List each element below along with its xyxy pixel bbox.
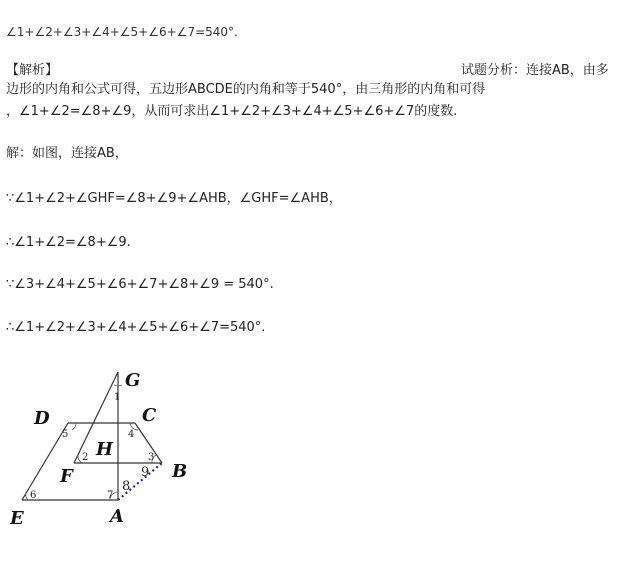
angle-label-8: 8 xyxy=(122,479,131,494)
point-label-B: B xyxy=(172,461,188,482)
angle-label-6: 6 xyxy=(30,490,37,501)
point-label-H: H xyxy=(96,439,114,460)
analysis-line-3: ，∠1+∠2=∠8+∠9，从而可求出∠1+∠2+∠3+∠4+∠5+∠6+∠7的度数. xyxy=(6,104,458,119)
solution-step-2: ∴∠1+∠2=∠8+∠9. xyxy=(6,235,131,250)
angle-label-7: 7 xyxy=(107,490,114,501)
analysis-right-text: 试题分析：连接AB，由多 xyxy=(461,63,609,78)
angle-label-4: 4 xyxy=(128,429,135,440)
angle-label-5: 5 xyxy=(62,429,69,440)
angle-label-1: 1 xyxy=(114,392,121,403)
angle-label-3: 3 xyxy=(148,452,155,463)
analysis-line-2: 边形的内角和公式可得，五边形ABCDE的内角和等于540°，由三角形的内角和可得 xyxy=(6,82,486,97)
point-label-D: D xyxy=(34,408,50,429)
point-label-A: A xyxy=(110,506,124,527)
solution-step-3: ∵∠3+∠4+∠5+∠6+∠7+∠8+∠9 = 540°. xyxy=(6,277,274,292)
solution-step-1: ∵∠1+∠2+∠GHF=∠8+∠9+∠AHB，∠GHF=∠AHB， xyxy=(6,191,342,206)
point-label-C: C xyxy=(142,405,157,426)
solution-intro: 解：如图，连接AB， xyxy=(6,146,128,161)
solution-step-4: ∴∠1+∠2+∠3+∠4+∠5+∠6+∠7=540°. xyxy=(6,320,266,335)
angle-label-2: 2 xyxy=(82,452,89,463)
point-label-F: F xyxy=(60,466,73,487)
point-label-E: E xyxy=(10,508,24,529)
angle-label-9: 9 xyxy=(141,465,150,480)
point-label-G: G xyxy=(125,370,141,391)
top-equation: ∠1+∠2+∠3+∠4+∠5+∠6+∠7=540°. xyxy=(6,25,238,39)
analysis-tag: 【解析】 xyxy=(6,63,59,78)
